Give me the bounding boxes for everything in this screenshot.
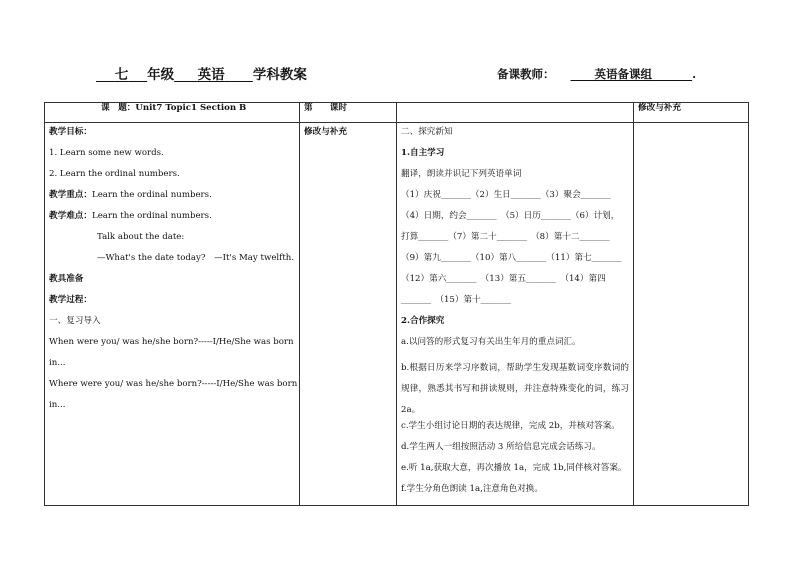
goal-1: 1. Learn some new words.: [49, 148, 164, 158]
blank-header-cell: [397, 103, 634, 123]
activity-f: f.学生分角色朗读 1a,注意角色对换。: [401, 484, 543, 494]
vocab-line-2: （4）日期，约会_______ （5）日历_______（6）计划，: [401, 211, 620, 221]
activity-a: a.以问答的形式复习有关出生年月的重点词汇。: [401, 337, 581, 347]
key-point-text: Learn the ordinal numbers.: [91, 190, 212, 200]
goals-label: 教学目标：: [49, 127, 92, 137]
revise-header-cell: 修改与补充: [634, 103, 749, 123]
difficulty-text-2: Talk about the date:: [97, 232, 185, 242]
teacher-label: 备课教师：: [497, 67, 555, 81]
difficulty-text: Learn the ordinal numbers.: [91, 211, 212, 221]
vocab-line-6: _______ （15）第十_______: [401, 295, 511, 305]
table-body-row: [45, 123, 749, 506]
process-label: 教学过程：: [49, 295, 92, 305]
difficulty-label: 教学难点：: [49, 211, 92, 221]
topic-cell: 课 题：Unit7 Topic1 Section B: [45, 103, 300, 123]
end-mark: .: [692, 67, 697, 81]
teacher-field: [571, 67, 693, 81]
cooperation-heading: 2.合作探究: [401, 316, 445, 326]
question-2-line-b: in...: [49, 400, 66, 410]
right-content-cell: [397, 123, 634, 506]
question-2-line-a: Where were you/ was he/she born?-----I/He/She was born: [49, 379, 298, 389]
table-header-row: [45, 103, 749, 123]
teacher-value: 英语备课组: [594, 67, 653, 81]
vocab-line-4: （9）第九_______（10）第八_______（11）第七_______: [401, 253, 622, 263]
key-point-label: 教学重点：: [49, 190, 92, 200]
revise-cell: [300, 123, 397, 506]
instruction-text: 翻译，朗读并识记下列英语单词: [401, 169, 522, 179]
grade-value: 七: [114, 67, 129, 83]
difficulty-line: [49, 211, 295, 232]
activity-c: c.学生小组讨论日期的表达规律，完成 2b，并核对答案。: [401, 421, 620, 431]
teacher-line: [497, 66, 696, 82]
subject-suffix: 学科教案: [252, 67, 307, 83]
difficulty-text-3: —What's the date today? —It's May twelfth.: [97, 253, 295, 263]
right-revise-cell: [634, 123, 749, 506]
lesson-number-cell: 第 课时: [300, 103, 397, 123]
activity-e: e.听 1a,获取大意，再次播放 1a，完成 1b,同伴核对答案。: [401, 463, 627, 473]
key-point-line: [49, 190, 295, 211]
subject-value: 英语: [197, 67, 225, 83]
question-1-line-a: When were you/ was he/she born?-----I/He/She was born: [49, 337, 294, 347]
subject-field: [174, 67, 253, 83]
self-study-heading: 1.自主学习: [401, 148, 445, 158]
revise-label: 修改与补充: [304, 127, 347, 137]
step-1-heading: 一、复习导入: [49, 316, 101, 326]
vocab-line-5: （12）第六_______ （13）第五_______ （14）第四: [401, 274, 606, 284]
lesson-plan-table: [44, 102, 749, 506]
lesson-plan-title: [96, 63, 307, 83]
grade-field: [96, 67, 147, 83]
activity-d: d.学生两人一组按照活动 3 所给信息完成会话练习。: [401, 442, 601, 452]
vocab-line-1: （1）庆祝_______（2）生日_______（3）聚会_______: [401, 190, 611, 200]
section-2-heading: 二、探究新知: [401, 127, 453, 137]
grade-unit: 年级: [147, 67, 175, 83]
activity-b: b.根据日历来学习序数词，帮助学生发现基数词变序数词的规律，熟悉其书写和拼读规则，并注意特殊变化的词，练习 2a。: [401, 363, 629, 415]
tools-label: 教具准备: [49, 274, 84, 284]
vocab-line-3: 打算_______（7）第二十_______ （8）第十二_______: [401, 232, 610, 242]
question-1-line-b: in...: [49, 358, 66, 368]
goal-2: 2. Learn the ordinal numbers.: [49, 169, 180, 179]
left-content-cell: [45, 123, 300, 506]
